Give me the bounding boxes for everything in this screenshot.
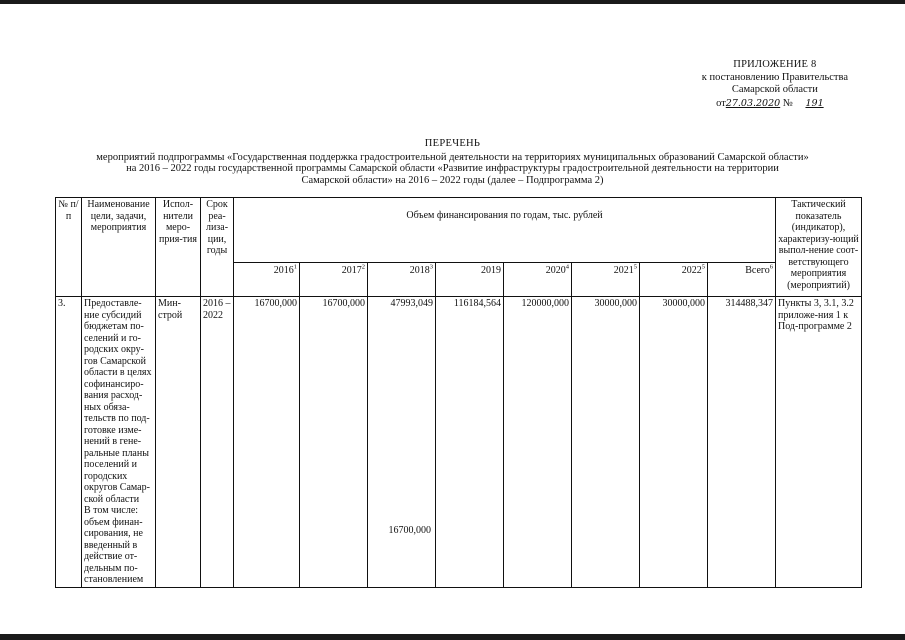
col-header-num: № п/п — [56, 198, 82, 297]
row-term: 2016 – 2022 — [201, 297, 234, 588]
row-indicator: Пункты 3, 3.1, 3.2 приложе-ния 1 к Под-программе 2 — [776, 297, 862, 588]
number-prefix: № — [782, 97, 793, 109]
year-header: 2022$^5$ — [640, 262, 708, 296]
col-header-name: Наименование цели, задачи, мероприятия — [82, 198, 156, 297]
appendix-block — [702, 59, 848, 110]
col-header-financing: Объем финансирования по годам, тыс. рублей — [234, 198, 776, 263]
date-prefix: от — [716, 97, 726, 109]
handwritten-date: 27.03.2020 — [725, 97, 781, 109]
heading-line-1: мероприятий подпрограммы «Государственная поддержка градостроительной деятельности на территориях муниципальных образований Самарской области» — [96, 151, 809, 163]
handwritten-number: 191 — [805, 97, 824, 109]
value-total: 314488,347 — [708, 297, 776, 588]
value-2016: 16700,000 — [234, 297, 300, 588]
value-2022: 30000,000 — [640, 297, 708, 588]
col-header-term: Срок реа-лиза-ции, годы — [201, 198, 234, 297]
year-header: 2020$^4$ — [504, 262, 572, 296]
value-2021: 30000,000 — [572, 297, 640, 588]
year-header: 2016$^1$ — [234, 262, 300, 296]
table-row — [56, 297, 862, 588]
sub-value-2018: 16700,000 — [388, 525, 431, 536]
row-name: Предоставле-ние субсидий бюджетам по-селений и го-родских окру-гов Самарской области в целях софинансиро-вания расход-ных обяза-тельств по под-готовке изме-нений в гене-ральные планы поселений и городских округов Самар-ской области — [84, 298, 152, 505]
row-num: 3. — [56, 297, 82, 588]
appendix-line-3: Самарской области — [731, 84, 818, 95]
col-header-indicator: Тактический показатель (индикатор), характеризу-ющий выпол-нение соот-ветствующего мероприятия (мероприятий) — [776, 198, 862, 297]
value-2018: 47993,049 — [390, 298, 433, 309]
appendix-date-line — [702, 98, 848, 111]
appendix-line-2: к постановлению Правительства — [701, 71, 848, 83]
year-header: 2018$^3$ — [368, 262, 436, 296]
top-border — [0, 0, 905, 4]
value-2017: 16700,000 — [300, 297, 368, 588]
row-name-cell — [82, 297, 156, 588]
document-heading — [40, 138, 865, 186]
year-header: 2019 — [436, 262, 504, 296]
appendix-title: ПРИЛОЖЕНИЕ 8 — [733, 59, 817, 70]
heading-line-3: Самарской области» на 2016 – 2022 годы (далее – Подпрограмма 2) — [301, 174, 604, 186]
value-2020: 120000,000 — [504, 297, 572, 588]
row-executor: Мин-строй — [156, 297, 201, 588]
value-2019: 116184,564 — [436, 297, 504, 588]
heading-line-2: на 2016 – 2022 годы государственной программы Самарской области «Развитие инфраструктуры градостроительной деятельности на территории — [126, 163, 779, 174]
col-header-executor: Испол-нители меро-прия-тия — [156, 198, 201, 297]
value-2018-cell — [368, 297, 436, 588]
bottom-border — [0, 634, 905, 640]
measures-table — [55, 197, 862, 588]
year-header: 2021$^5$ — [572, 262, 640, 296]
row-sub-label: В том числе: объем финан-сирования, не введенный в действие от-дельным по-становлением — [84, 505, 144, 585]
header-row-1 — [56, 198, 862, 263]
year-header-total: Всего$^6$ — [708, 262, 776, 296]
document-title: ПЕРЕЧЕНЬ — [424, 138, 481, 149]
year-header: 2017$^2$ — [300, 262, 368, 296]
